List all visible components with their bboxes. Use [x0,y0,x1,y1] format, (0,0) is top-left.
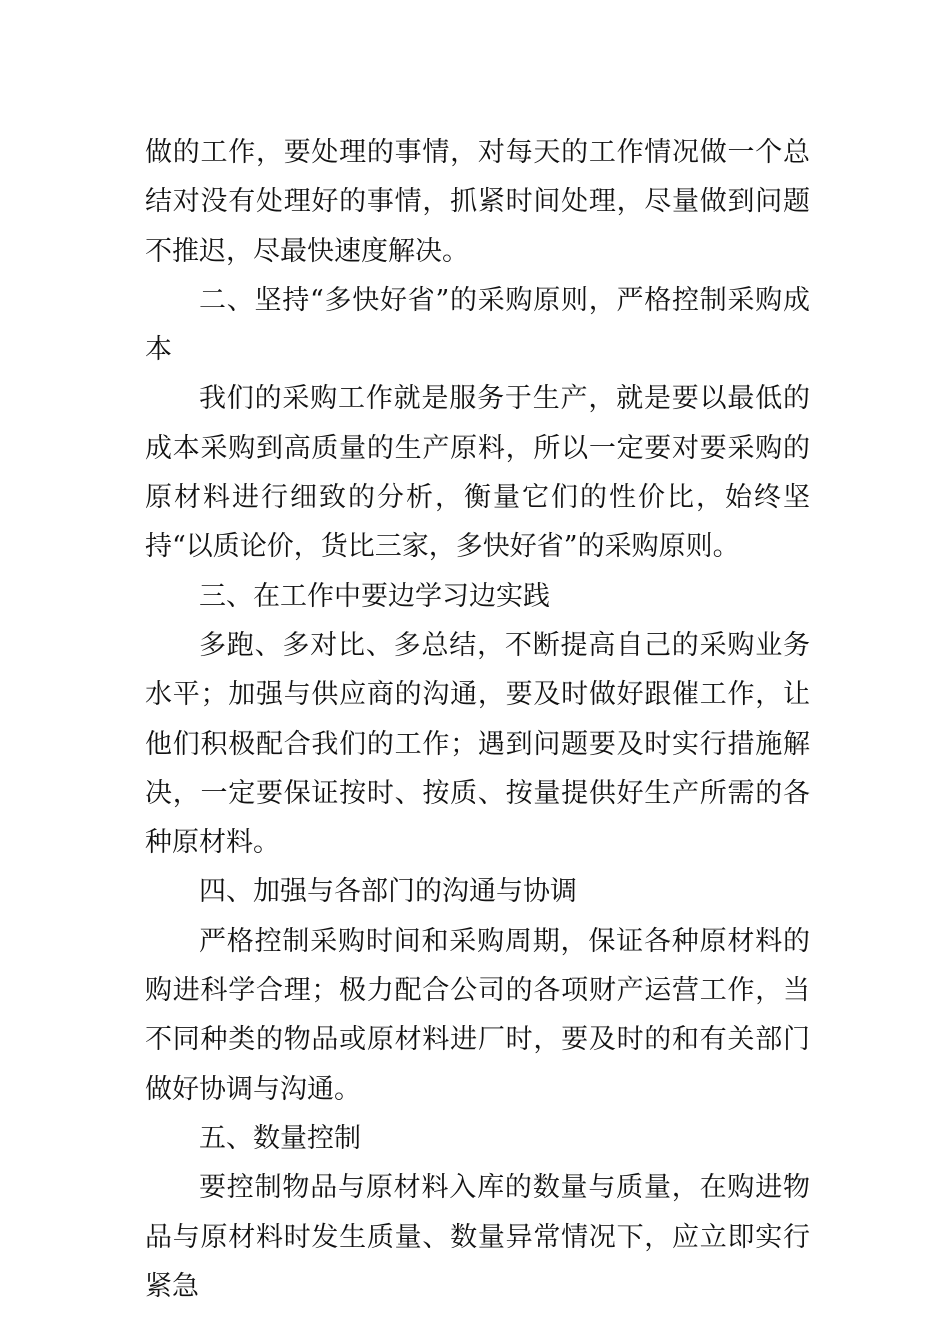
section-heading-4: 四、加强与各部门的沟通与协调 [199,876,577,908]
paragraph-continued: 做的工作，要处理的事情，对每天的工作情况做一个总结对没有处理好的事情，抓紧时间处理，尽量做到问题不推迟，尽最快速度解决。 [145,137,810,267]
section-heading-2: 二、坚持“多快好省”的采购原则，严格控制采购成本 [145,284,810,366]
document-body [145,128,810,1311]
paragraph-learning-practice: 多跑、多对比、多总结，不断提高自己的采购业务水平；加强与供应商的沟通，要及时做好跟催工作，让他们积极配合我们的工作；遇到问题要及时实行措施解决，一定要保证按时、按质、按量提供好生产所需的各种原材料。 [145,629,810,859]
section-heading-3: 三、在工作中要边学习边实践 [199,580,550,612]
paragraph-quantity-control: 要控制物品与原材料入库的数量与质量，在购进物品与原材料时发生质量、数量异常情况下，应立即实行紧急 [145,1172,810,1302]
paragraph-procurement-principle: 我们的采购工作就是服务于生产，就是要以最低的成本采购到高质量的生产原料，所以一定要对要采购的原材料进行细致的分析，衡量它们的性价比，始终坚持“以质论价，货比三家，多快好省”的采购原则。 [145,383,810,563]
paragraph-department-coordination: 严格控制采购时间和采购周期，保证各种原材料的购进科学合理；极力配合公司的各项财产运营工作，当不同种类的物品或原材料进厂时，要及时的和有关部门做好协调与沟通。 [145,925,810,1105]
section-heading-5: 五、数量控制 [199,1122,361,1154]
